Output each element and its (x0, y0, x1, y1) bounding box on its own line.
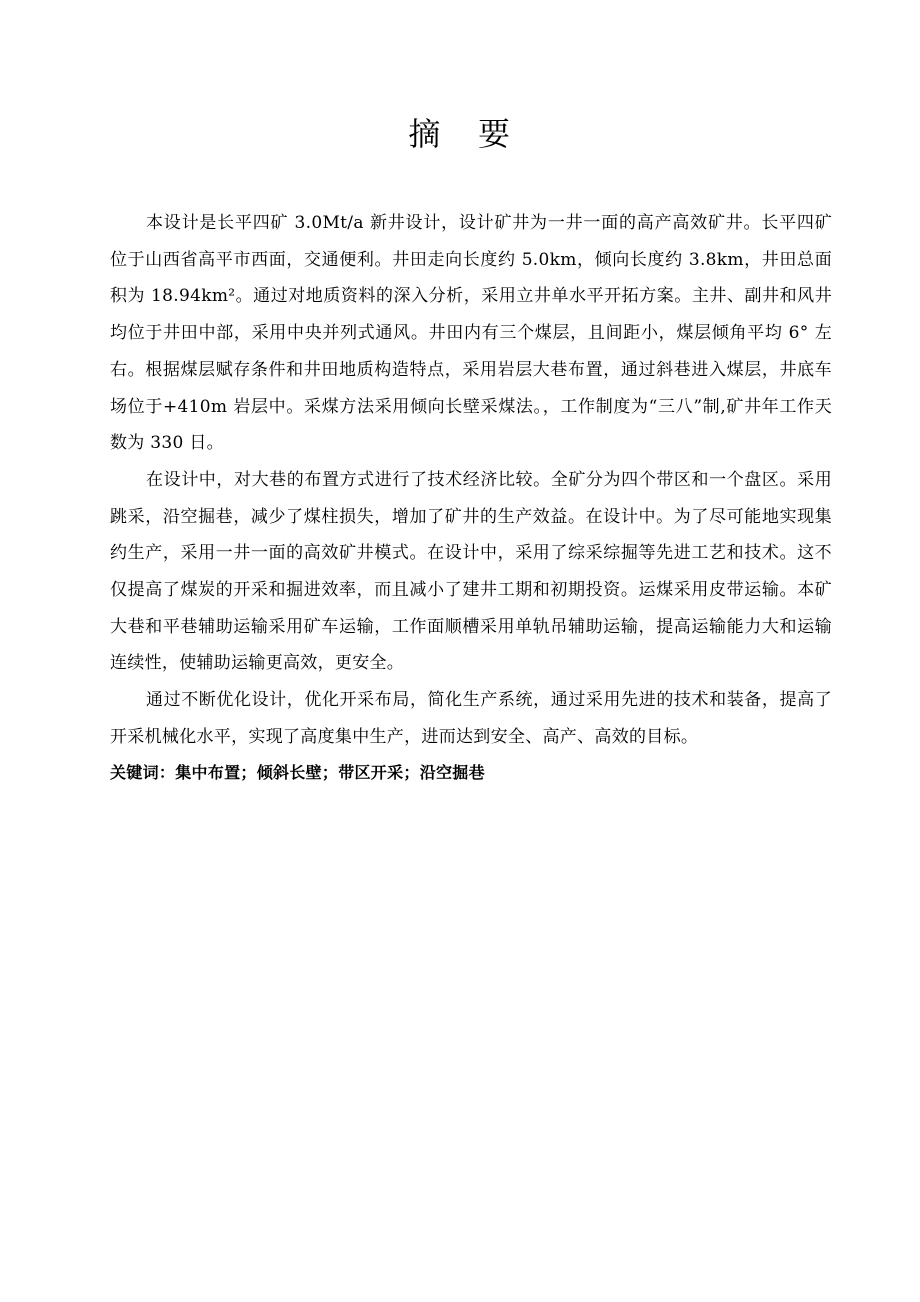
abstract-paragraph-2: 在设计中，对大巷的布置方式进行了技术经济比较。全矿分为四个带区和一个盘区。采用跳采，沿空掘巷，减少了煤柱损失，增加了矿井的生产效益。在设计中。为了尽可能地实现集约生产，采用一井一面的高效矿井模式。在设计中，采用了综采综掘等先进工艺和技术。这不仅提高了煤炭的开采和掘进效率，而且减小了建井工期和初期投资。运煤采用皮带运输。本矿大巷和平巷辅助运输采用矿车运输，工作面顺槽采用单轨吊辅助运输，提高运输能力大和运输连续性，使辅助运输更高效，更安全。 (110, 469, 832, 674)
abstract-paragraph-3: 通过不断优化设计，优化开采布局，简化生产系统，通过采用先进的技术和装备，提高了开采机械化水平，实现了高度集中生产，进而达到安全、高产、高效的目标。 (110, 690, 832, 747)
abstract-paragraph-1: 本设计是长平四矿 3.0Mt/a 新井设计，设计矿井为一井一面的高产高效矿井。长平四矿位于山西省高平市西面，交通便利。井田走向长度约 5.0km，倾向长度约 3.8km，井田总面积为 18.94km²。通过对地质资料的深入分析，采用立井单水平开拓方案。主井、副井和风井均位于井田中部，采用中央并列式通风。井田内有三个煤层，且间距小，煤层倾角平均 6° 左右。根据煤层赋存条件和井田地质构造特点，采用岩层大巷布置，通过斜巷进入煤层，井底车场位于+410m 岩层中。采煤方法采用倾向长壁采煤法。，工作制度为“三八”制,矿井年工作天数为 330 日。 (110, 213, 832, 454)
abstract-body (110, 205, 832, 790)
keywords-line: 关键词：集中布置；倾斜长壁；带区开采；沿空掘巷 (110, 762, 485, 782)
page-title (0, 112, 920, 156)
title-char-1: 摘 (408, 115, 442, 153)
title-char-2: 要 (478, 115, 512, 153)
